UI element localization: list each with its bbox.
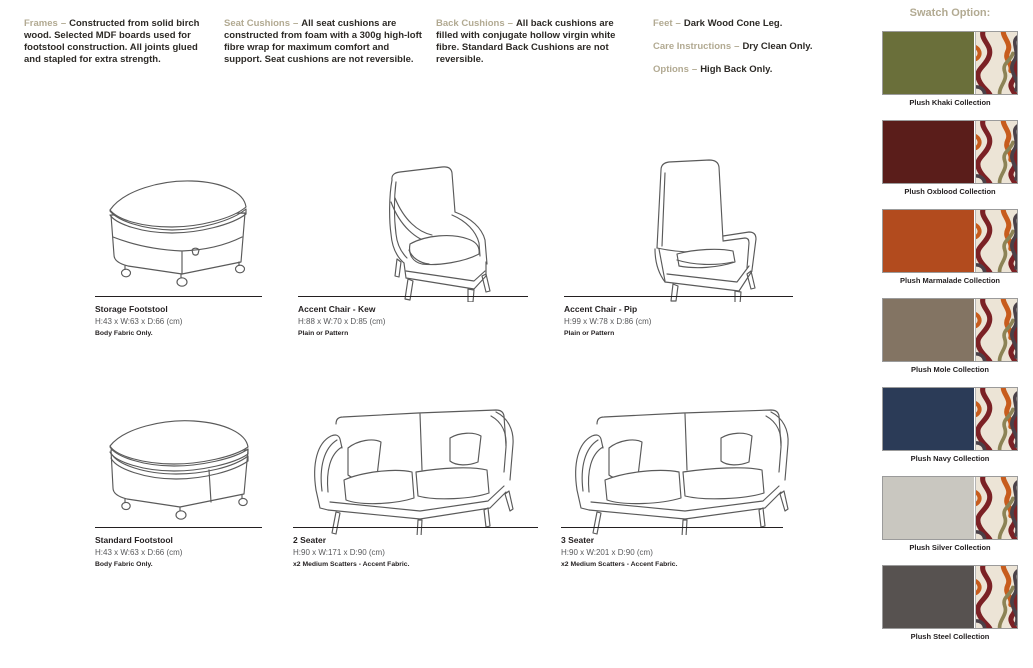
swatch-fabric-marmalade: [883, 210, 974, 272]
swatch-image: [882, 476, 1018, 540]
storage-footstool-drawing: [96, 158, 266, 298]
fabric-pattern-swatch: [976, 121, 1017, 183]
spec-options: [653, 64, 873, 76]
product-name: Storage Footstool: [95, 304, 168, 314]
product-note: Plain or Pattern: [298, 330, 349, 337]
swatch-panel-title: Swatch Option:: [909, 7, 991, 19]
spec-list: [653, 18, 873, 87]
swatch-mole: [882, 298, 1018, 374]
swatch-steel: [882, 565, 1018, 641]
swatch-khaki: [882, 31, 1018, 107]
swatch-fabric-steel: [883, 566, 974, 628]
divider: [95, 296, 262, 297]
product-label-storage-footstool: [95, 296, 262, 337]
fabric-pattern-swatch: [976, 299, 1017, 361]
spec-feet-label: Feet: [653, 18, 673, 29]
fabric-pattern-swatch: [976, 32, 1017, 94]
swatch-oxblood: [882, 120, 1018, 196]
product-dimensions: H:43 x W:63 x D:66 (cm): [95, 547, 183, 557]
spec-options-text: High Back Only.: [700, 64, 773, 75]
divider: [95, 527, 262, 528]
swatch-label: Plush Silver Collection: [909, 543, 991, 552]
dash: –: [734, 41, 740, 52]
info-seat-cushions: [224, 18, 424, 66]
swatch-fabric-oxblood: [883, 121, 974, 183]
fabric-pattern-swatch: [976, 477, 1017, 539]
two-seater-drawing: [300, 390, 520, 535]
swatch-label: Plush Mole Collection: [911, 365, 989, 374]
info-back-cushions: [436, 18, 638, 66]
divider: [293, 527, 538, 528]
product-label-accent-chair-kew: [298, 296, 528, 337]
spec-options-label: Options: [653, 64, 689, 75]
swatch-navy: [882, 387, 1018, 463]
product-label-two-seater: [293, 527, 538, 568]
accent-chair-pip-drawing: [597, 150, 777, 302]
product-dimensions: H:90 x W:201 x D:90 (cm): [561, 547, 653, 557]
swatch-fabric-khaki: [883, 32, 974, 94]
swatch-fabric-mole: [883, 299, 974, 361]
info-frames-text: Constructed from solid birch wood. Selected MDF boards used for footstool construction. All joints glued and stapled for extra strength.: [24, 18, 200, 65]
spec-feet-text: Dark Wood Cone Leg.: [683, 18, 783, 29]
swatch-fabric-navy: [883, 388, 974, 450]
swatch-label: Plush Steel Collection: [910, 632, 990, 641]
swatch-label: Plush Khaki Collection: [909, 98, 991, 107]
product-name: Standard Footstool: [95, 535, 173, 545]
product-label-standard-footstool: [95, 527, 262, 568]
accent-chair-kew-drawing: [334, 150, 514, 302]
product-dimensions: H:88 x W:70 x D:85 (cm): [298, 316, 386, 326]
product-name: 2 Seater: [293, 535, 327, 545]
product-dimensions: H:43 x W:63 x D:66 (cm): [95, 316, 183, 326]
info-back-cushions-label: Back Cushions: [436, 18, 505, 29]
swatch-label: Plush Navy Collection: [910, 454, 990, 463]
swatch-silver: [882, 476, 1018, 552]
info-back-cushions-text: All back cushions are filled with conjugate hollow virgin white fibre. Standard Back Cushions are not reversible.: [436, 18, 616, 65]
three-seater-drawing: [563, 390, 795, 535]
swatch-image: [882, 565, 1018, 629]
product-name: 3 Seater: [561, 535, 595, 545]
spec-feet: [653, 18, 873, 30]
product-label-accent-chair-pip: [564, 296, 793, 337]
dash: –: [691, 64, 698, 75]
info-frames-label: Frames: [24, 18, 58, 29]
fabric-pattern-swatch: [976, 210, 1017, 272]
product-note: Plain or Pattern: [564, 330, 615, 337]
swatch-marmalade: [882, 209, 1018, 285]
swatch-image: [882, 209, 1018, 273]
fabric-pattern-swatch: [976, 566, 1017, 628]
dash: –: [60, 18, 67, 29]
product-note: Body Fabric Only.: [95, 561, 153, 568]
dash: –: [293, 18, 299, 29]
product-note: x2 Medium Scatters - Accent Fabric.: [561, 561, 678, 568]
swatch-image: [882, 387, 1018, 451]
product-note: x2 Medium Scatters - Accent Fabric.: [293, 561, 410, 568]
divider: [298, 296, 528, 297]
divider: [564, 296, 793, 297]
product-dimensions: H:99 x W:78 x D:86 (cm): [564, 316, 652, 326]
product-label-three-seater: [561, 527, 783, 568]
product-name: Accent Chair - Kew: [298, 304, 376, 314]
info-frames: [24, 18, 210, 66]
swatch-label: Plush Oxblood Collection: [904, 187, 996, 196]
swatch-fabric-silver: [883, 477, 974, 539]
swatch-image: [882, 298, 1018, 362]
dash: –: [675, 18, 681, 29]
spec-care-text: Dry Clean Only.: [742, 41, 813, 52]
fabric-pattern-swatch: [976, 388, 1017, 450]
divider: [561, 527, 783, 528]
spec-care-label: Care Instructions: [653, 41, 732, 52]
spec-care-instructions: [653, 41, 873, 53]
product-name: Accent Chair - Pip: [564, 304, 638, 314]
swatch-image: [882, 120, 1018, 184]
dash: –: [507, 18, 513, 29]
info-seat-cushions-text: All seat cushions are constructed from foam with a 300g high-loft fibre wrap for maximum comfort and support. Seat cushions are not reversible.: [224, 18, 422, 65]
info-seat-cushions-label: Seat Cushions: [224, 18, 290, 29]
product-dimensions: H:90 x W:171 x D:90 (cm): [293, 547, 385, 557]
swatch-image: [882, 31, 1018, 95]
standard-footstool-drawing: [96, 398, 271, 528]
swatch-label: Plush Marmalade Collection: [899, 276, 1001, 285]
product-note: Body Fabric Only.: [95, 330, 153, 337]
swatch-panel: [882, 0, 1018, 654]
